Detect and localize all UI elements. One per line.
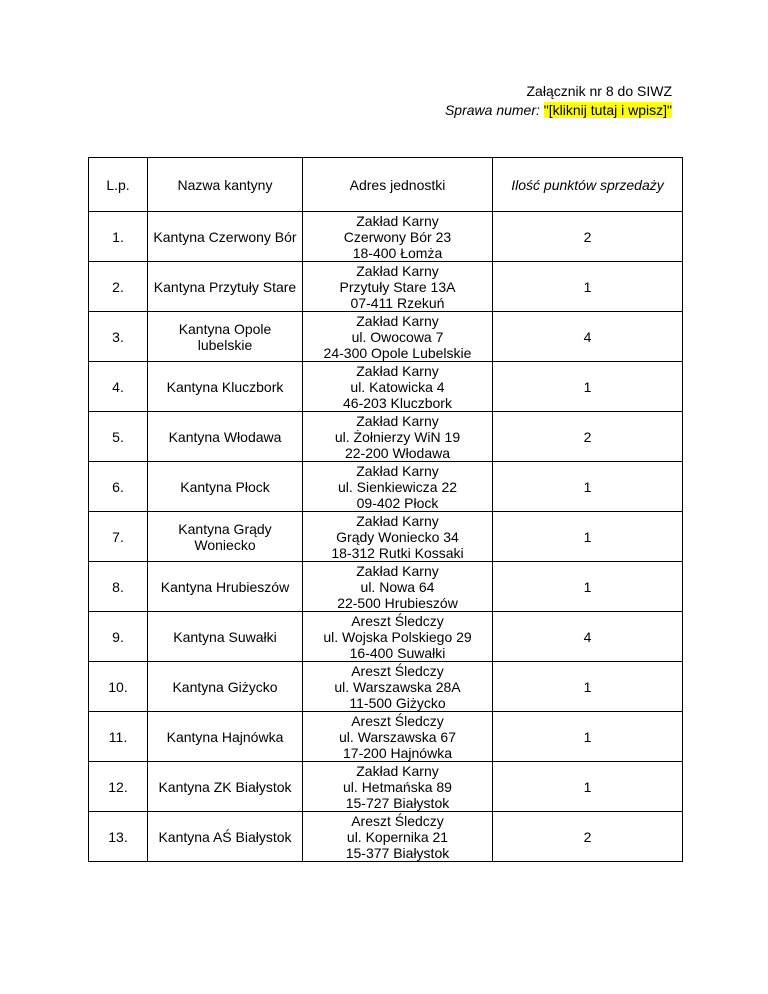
case-number-field[interactable]: "[kliknij tutaj i wpisz]": [543, 102, 672, 118]
row-canteen-name: Kantyna Hrubieszów: [148, 562, 303, 612]
address-line: ul. Żołnierzy WiN 19: [334, 428, 461, 445]
row-lp: 11.: [89, 712, 148, 762]
row-lp: 9.: [89, 612, 148, 662]
address-line: 24-300 Opole Lubelskie: [323, 344, 472, 361]
row-lp: 12.: [89, 762, 148, 812]
row-points-count: 1: [493, 262, 683, 312]
address-line: Czerwony Bór 23: [343, 228, 452, 245]
row-canteen-name: Kantyna Hajnówka: [148, 712, 303, 762]
address-line: ul. Wojska Polskiego 29: [323, 628, 472, 645]
address-line: 18-312 Rutki Kossaki: [331, 544, 464, 561]
table-row: [89, 662, 683, 712]
row-points-count: 2: [493, 812, 683, 862]
table-header-row: [89, 158, 683, 212]
row-canteen-name: Kantyna Grądy Woniecko: [148, 512, 303, 562]
row-lp: 5.: [89, 412, 148, 462]
table-row: [89, 512, 683, 562]
address-line: ul. Owocowa 7: [351, 328, 444, 345]
address-line: Zakład Karny: [356, 412, 439, 429]
table-row: [89, 612, 683, 662]
row-address: [303, 312, 493, 362]
row-address: [303, 762, 493, 812]
address-line: Zakład Karny: [356, 262, 439, 279]
address-line: Areszt Śledczy: [351, 812, 444, 829]
header-lp: L.p.: [89, 158, 148, 212]
row-canteen-name: Kantyna Włodawa: [148, 412, 303, 462]
table-row: [89, 412, 683, 462]
address-line: 18-400 Łomża: [352, 244, 443, 261]
attachment-title: Załącznik nr 8 do SIWZ: [526, 83, 672, 99]
row-lp: 7.: [89, 512, 148, 562]
row-points-count: 2: [493, 212, 683, 262]
row-points-count: 1: [493, 762, 683, 812]
address-line: 17-200 Hajnówka: [343, 744, 452, 761]
row-canteen-name: Kantyna Czerwony Bór: [148, 212, 303, 262]
address-line: ul. Kopernika 21: [346, 828, 449, 845]
row-address: [303, 612, 493, 662]
address-line: Areszt Śledczy: [351, 612, 444, 629]
address-line: Zakład Karny: [356, 362, 439, 379]
row-points-count: 4: [493, 612, 683, 662]
row-address: [303, 212, 493, 262]
address-line: 16-400 Suwałki: [349, 644, 446, 661]
table-row: [89, 312, 683, 362]
case-number-label: Sprawa numer:: [444, 102, 540, 118]
table-row: [89, 212, 683, 262]
canteen-table: [88, 157, 683, 862]
row-address: [303, 362, 493, 412]
row-canteen-name: Kantyna AŚ Białystok: [148, 812, 303, 862]
row-address: [303, 462, 493, 512]
row-address: [303, 712, 493, 762]
address-line: ul. Warszawska 28A: [334, 678, 461, 695]
row-lp: 2.: [89, 262, 148, 312]
row-points-count: 1: [493, 662, 683, 712]
address-line: Zakład Karny: [356, 562, 439, 579]
row-lp: 3.: [89, 312, 148, 362]
row-address: [303, 812, 493, 862]
row-points-count: 1: [493, 712, 683, 762]
address-line: ul. Katowicka 4: [350, 378, 445, 395]
address-line: 09-402 Płock: [356, 494, 439, 511]
table-row: [89, 712, 683, 762]
address-line: 07-411 Rzekuń: [350, 294, 445, 311]
address-line: ul. Warszawska 67: [339, 728, 456, 745]
row-lp: 8.: [89, 562, 148, 612]
address-line: Zakład Karny: [356, 512, 439, 529]
address-line: 15-377 Białystok: [345, 844, 450, 861]
address-line: Zakład Karny: [356, 312, 439, 329]
row-points-count: 1: [493, 362, 683, 412]
row-canteen-name: Kantyna Płock: [148, 462, 303, 512]
row-canteen-name: Kantyna Przytuły Stare: [148, 262, 303, 312]
header-address: Adres jednostki: [303, 158, 493, 212]
address-line: 15-727 Białystok: [345, 794, 450, 811]
address-line: ul. Sienkiewicza 22: [337, 478, 458, 495]
header-points: Ilość punktów sprzedaży: [493, 158, 683, 212]
address-line: Zakład Karny: [356, 212, 439, 229]
row-lp: 1.: [89, 212, 148, 262]
row-canteen-name: Kantyna Giżycko: [148, 662, 303, 712]
address-line: 11-500 Giżycko: [349, 694, 446, 711]
address-line: 22-200 Włodawa: [344, 444, 451, 461]
address-line: Przytuły Stare 13A: [339, 278, 456, 295]
row-lp: 10.: [89, 662, 148, 712]
row-lp: 6.: [89, 462, 148, 512]
case-number-line: [445, 101, 672, 119]
row-points-count: 1: [493, 562, 683, 612]
address-line: Zakład Karny: [356, 462, 439, 479]
address-line: ul. Hetmańska 89: [343, 778, 452, 795]
row-points-count: 1: [493, 512, 683, 562]
address-line: ul. Nowa 64: [360, 578, 435, 595]
row-canteen-name: Kantyna Kluczbork: [148, 362, 303, 412]
row-address: [303, 562, 493, 612]
address-line: 22-500 Hrubieszów: [337, 594, 458, 611]
row-address: [303, 262, 493, 312]
address-line: Zakład Karny: [356, 762, 439, 779]
address-line: 46-203 Kluczbork: [343, 394, 452, 411]
address-line: Areszt Śledczy: [351, 662, 444, 679]
table-row: [89, 262, 683, 312]
table-row: [89, 812, 683, 862]
address-line: Areszt Śledczy: [351, 712, 444, 729]
row-points-count: 2: [493, 412, 683, 462]
header-name: Nazwa kantyny: [148, 158, 303, 212]
table-row: [89, 362, 683, 412]
table-row: [89, 462, 683, 512]
row-address: [303, 662, 493, 712]
row-canteen-name: Kantyna Opole lubelskie: [148, 312, 303, 362]
address-line: Grądy Woniecko 34: [336, 528, 459, 545]
row-address: [303, 512, 493, 562]
table-row: [89, 562, 683, 612]
row-canteen-name: Kantyna ZK Białystok: [148, 762, 303, 812]
row-canteen-name: Kantyna Suwałki: [148, 612, 303, 662]
row-lp: 4.: [89, 362, 148, 412]
row-points-count: 1: [493, 462, 683, 512]
row-address: [303, 412, 493, 462]
row-lp: 13.: [89, 812, 148, 862]
row-points-count: 4: [493, 312, 683, 362]
table-row: [89, 762, 683, 812]
